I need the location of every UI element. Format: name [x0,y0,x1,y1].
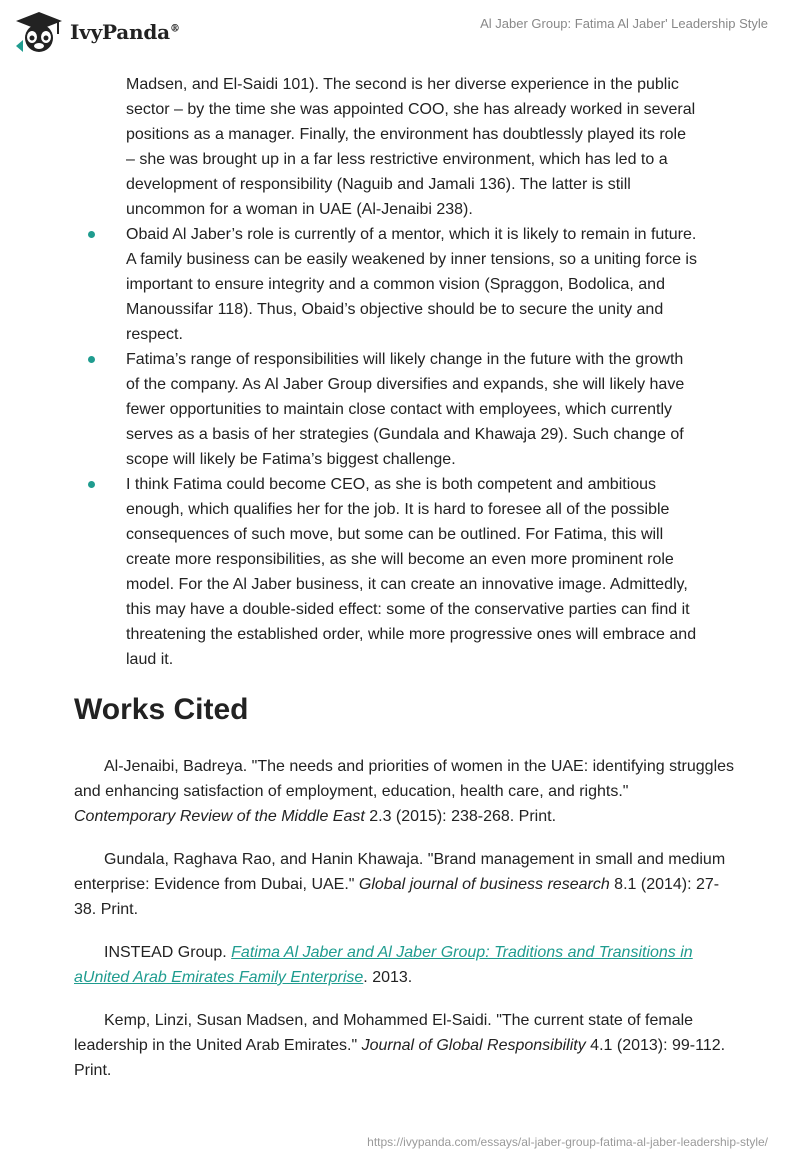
essay-content [74,72,734,1101]
page-header [0,0,800,60]
bullet-list [74,222,734,672]
ivypanda-logo[interactable] [14,8,180,56]
citation-link[interactable]: Fatima Al Jaber and Al Jaber Group: Traditions and Transitions in aUnited Arab Emirates Family Enterprise [74,944,693,986]
continuation-paragraph [74,72,734,222]
text-line: development of responsibility (Naguib and Jamali 136). The latter is still [126,176,631,193]
text-line: Madsen, and El-Saidi 101). The second is her diverse experience in the public [126,76,679,93]
text-line: – she was brought up in a far less restrictive environment, which has led to a [126,151,668,168]
text-line: positions as a manager. Finally, the environment has doubtlessly played its role [126,126,687,143]
citation-entry: Al-Jenaibi, Badreya. "The needs and priorities of women in the UAE: identifying struggles and enhancing satisfaction of employment, education, health care, and rights." Contemporary Review of the Middle East 2.3 (2015): 238-268. Print. [74,758,735,825]
bullet-dot-icon [88,481,95,488]
citation-entry: Gundala, Raghava Rao, and Hanin Khawaja. "Brand management in small and medium enterprise: Evidence from Dubai, UAE." Global journal of business research 8.1 (2014): 27-38. Print. [74,851,726,918]
document-title: Al Jaber Group: Fatima Al Jaber' Leadership Style [480,16,768,31]
panda-graduate-icon [14,10,64,54]
logo-text: IvyPanda® [70,20,180,44]
citation-entry: Kemp, Linzi, Susan Madsen, and Mohammed El-Saidi. "The current state of female leadership in the United Arab Emirates." Journal of Global Responsibility 4.1 (2013): 99-112. Print. [74,1012,726,1079]
bullet-dot-icon [88,231,95,238]
source-url: https://ivypanda.com/essays/al-jaber-group-fatima-al-jaber-leadership-style/ [367,1135,768,1149]
bullet-dot-icon [88,356,95,363]
text-line: sector – by the time she was appointed COO, she has already worked in several [126,101,696,118]
list-item: Fatima’s range of responsibilities will likely change in the future with the growth of the company. As Al Jaber Group diversifies and expands, she will likely have fewer opportunities to maintain close contact with employees, which currently serves as a basis of her strategies (Gundala and Khawaja 29). Such change of scope will likely be Fatima’s biggest challenge. [74,347,734,472]
text-line: uncommon for a woman in UAE (Al-Jenaibi 238). [126,201,473,218]
citation-entry: INSTEAD Group. Fatima Al Jaber and Al Jaber Group: Traditions and Transitions in aUnited Arab Emirates Family Enterprise. 2013. [74,944,693,986]
list-item: I think Fatima could become CEO, as she is both competent and ambitious enough, which qualifies her for the job. It is hard to foresee all of the possible consequences of such move, but some can be outlined. For Fatima, this will create more responsibilities, as she will become an even more prominent role model. For the Al Jaber business, it can create an innovative image. Admittedly, this may have a double-sided effect: some of the conservative parties can find it threatening the established order, while more progressive ones will embrace and laud it. [74,472,734,672]
list-item: Obaid Al Jaber’s role is currently of a mentor, which it is likely to remain in future. A family business can be easily weakened by inner tensions, so a uniting force is important to ensure integrity and a common vision (Spraggon, Bodolica, and Manoussifar 118). Thus, Obaid’s objective should be to secure the unity and respect. [74,222,734,347]
works-cited-heading: Works Cited [74,693,249,726]
